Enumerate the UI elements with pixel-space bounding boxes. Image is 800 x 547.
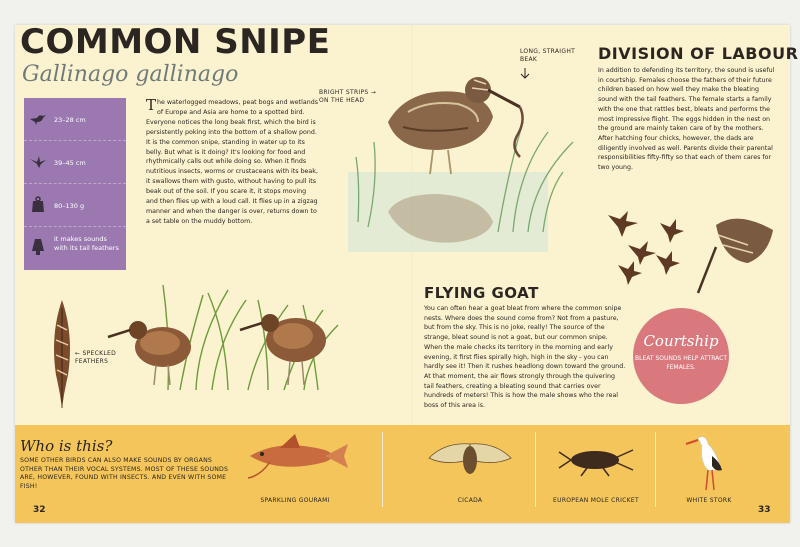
feather-illustration xyxy=(50,300,74,410)
tail-feather-icon xyxy=(32,239,44,255)
flying-goat-text: You can often hear a goat bleat from where the common snipe nests. Where does the sound come from? Not from a pasture, but from the sky. This is no joke, really! The source of the strange, bleat sound is not a goat, but our common snipe. When the male checks its territory in the morning and early evening, it first flies spirally high, high in the sky - you can hardly see it! Then it rushes headlong down toward the ground. At that moment, the air flows strongly through the quivering tail feathers, creating a bleating sound that carries over hundreds of meters! This is how the male shows who the real boss of this area is. xyxy=(424,305,626,410)
band-divider xyxy=(655,432,656,507)
white-stork-illustration xyxy=(686,432,732,492)
fact-weight xyxy=(24,184,126,227)
fact-text: it makes sounds with its tail feathers xyxy=(54,235,119,252)
facts-box xyxy=(24,98,126,270)
page-number-left-band: 32 xyxy=(33,505,46,515)
page-title: COMMON SNIPE xyxy=(20,22,331,62)
bird-perched-icon xyxy=(30,113,46,125)
page-number-right: 33 xyxy=(758,505,771,515)
mole-cricket-illustration xyxy=(555,442,635,478)
cicada-illustration xyxy=(425,438,515,482)
band-divider xyxy=(535,432,536,507)
gourami-illustration xyxy=(240,432,350,480)
animal-name-stork: WHITE STORK xyxy=(686,497,732,504)
bright-strips-label: BRIGHT STRIPS → ON THE HEAD xyxy=(319,89,377,104)
flying-snipes-illustration xyxy=(598,205,778,300)
who-is-this-text: SOME OTHER BIRDS CAN ALSO MAKE SOUNDS BY ORGANS OTHER THAN THEIR VOCAL SYSTEMS. MOST OF THESE SOUNDS ARE, HOWEVER, FOUND WITH INSECTS. AND EVEN WITH SOME FISH! xyxy=(20,457,229,490)
long-beak-label: LONG, STRAIGHT BEAK xyxy=(520,48,576,63)
fact-wingspan xyxy=(24,141,126,184)
fact-text: 80–130 g xyxy=(54,202,85,210)
flying-goat-heading: FLYING GOAT xyxy=(424,284,539,302)
bird-flying-icon xyxy=(30,156,46,168)
courtship-title: Courtship xyxy=(643,332,719,350)
snipe-pair-illustration xyxy=(108,285,348,393)
division-heading: DIVISION OF LABOUR xyxy=(598,44,799,63)
courtship-badge xyxy=(633,308,729,404)
band-divider xyxy=(382,432,383,507)
fact-text: 39–45 cm xyxy=(54,159,86,167)
division-text: In addition to defending its territory, the sound is useful in courtship. Females choose the fathers of their future children based on how well they make the bleating sound with the tail feathers. The female starts a family with the one that rattles best, bleats and performs the most impressive flight. The eggs hidden in the nest on the ground are mainly taken care of by the mothers. After hatching four chicks, however, the dads are diligently involved as well. Parents divide their parental responsibilities fifty-fifty so that each of them cares for two young. xyxy=(598,67,775,172)
intro-paragraph xyxy=(146,98,318,227)
animal-name-cicada: CICADA xyxy=(457,497,483,504)
courtship-text: BLEAT SOUNDS HELP ATTRACT FEMALES. xyxy=(634,355,728,371)
fact-text: 23–28 cm xyxy=(54,116,86,124)
weight-icon xyxy=(32,196,44,212)
fact-sound xyxy=(24,227,126,270)
latin-name: Gallinago gallinago xyxy=(22,62,239,87)
intro-text: he waterlogged meadows, peat bogs and wetlands of Europe and Asia are home to a spotted bird. Everyone notices the long beak first, which the bird is persistently poking into the bottom of a shallow pond. It is the common snipe, standing in water up to its belly. But what is it doing? It's looking for food and rhythmically calls out while doing so. When it finds nutritious insects, worms or crustaceans with its beak, it swallows them with gusto, without having to pull its beak out of the soil. If you scare it, it stops moving and then flies up with a loud call. It flies up in a zigzag manner and when the danger is over, returns down to a set table on the muddy bottom. xyxy=(146,99,318,225)
animal-name-gourami: SPARKLING GOURAMI xyxy=(260,497,330,504)
fact-length xyxy=(24,98,126,141)
animal-name-mole-cricket: EUROPEAN MOLE CRICKET xyxy=(553,497,639,504)
speckled-feathers-label: ← SPECKLED FEATHERS xyxy=(75,350,117,365)
drop-cap: T xyxy=(146,96,157,114)
common-snipe-illustration xyxy=(348,62,578,260)
who-is-this-title: Who is this? xyxy=(20,437,113,455)
